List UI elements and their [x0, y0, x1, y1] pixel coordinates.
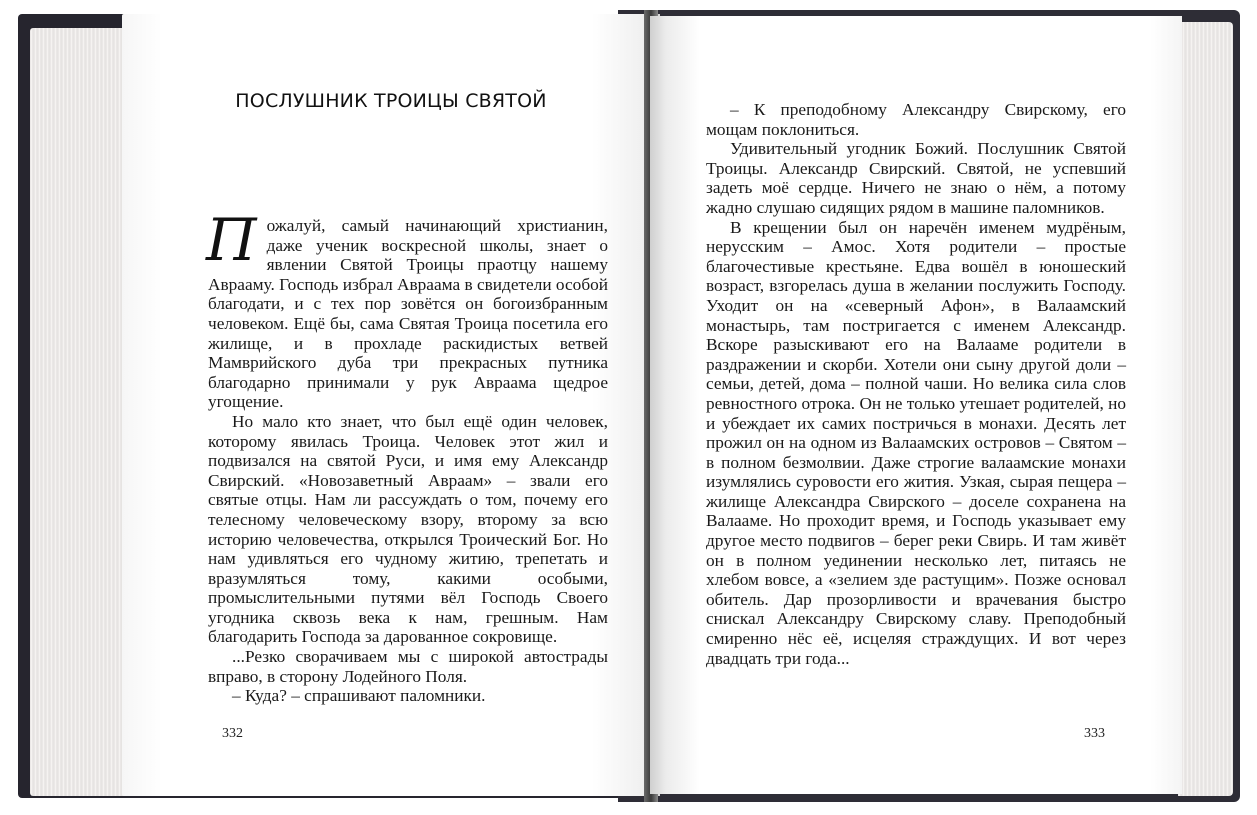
paragraph: – К преподобному Александру Свирскому, его мощам поклониться.	[706, 100, 1126, 139]
open-book	[18, 10, 1240, 802]
page-number-right: 333	[1084, 726, 1105, 741]
page-edges-right	[1178, 22, 1233, 796]
paragraph: – Куда? – спрашивают паломники.	[232, 686, 486, 706]
left-page-body	[206, 206, 608, 706]
right-page	[650, 16, 1182, 794]
right-page-body	[706, 100, 1126, 668]
left-page	[122, 14, 660, 796]
paragraph: Пожалуй, самый начинающий христианин, даже ученик воскресной школы, знает о явлении Святой Троицы праотцу нашему Аврааму. Господь избрал Авраама в свидетели особой благодати, и с тех пор зовётся он богоизбранным человеком. Ещё бы, сама Святая Троица посетила его жилище, и в прохладе раскидистых ветвей Мамврийского дуба три прекрасных путника благодарно принимали у рук Авраама щедрое угощение.	[206, 206, 608, 412]
paragraph: В крещении был он наречён именем мудрёным, нерусским – Амос. Хотя родители – простые благочестивые крестьяне. Едва вошёл в юношеский возраст, взгорелась душа в желании послужить Господу. Уходит он на «северный Афон», в Валаамский монастырь, там постригается с именем Александр. Вскоре разыскивают его на Валааме родители в раздражении и скорби. Хотели они сыну другой доли – семьи, детей, дома – полной чаши. Но велика сила слов ревностного отрока. Он не только утешает родителей, но и убеждает их самих постричься в монахи. Десять лет прожил он на одном из Валаамских островов – Святом – в полном безмолвии. Даже строгие валаамские монахи изумлялись суровости его жития. Узкая, сырая пещера – жилище Александра Свирского – доселе сохранена на Валааме. Но проходит время, и Господь указывает ему другое место подвигов – берег реки Свирь. И там живёт он в полном уединении несколько лет, питаясь не хлебом вовсе, а «зелием зде растущим». Позже основал обитель. Дар прозорливости и врачевания быстро снискал Александру Свирскому славу. Преподобный смиренно нёс её, исцеляя страждущих. И вот через двадцать три года...	[706, 217, 1126, 668]
paragraph: ...Резко сворачиваем мы с широкой автострады вправо, в сторону Лодейного Поля.	[208, 647, 608, 686]
drop-cap: П	[206, 206, 257, 274]
chapter-title: ПОСЛУШНИК ТРОИЦЫ СВЯТОЙ	[235, 90, 547, 112]
paragraph: Удивительный угодник Божий. Послушник Святой Троицы. Александр Свирский. Святой, не успевший задеть моё сердце. Ничего не знаю о нём, а потому жадно слушаю сидящих рядом в машине паломников.	[706, 139, 1126, 217]
paragraph: Но мало кто знает, что был ещё один человек, которому явилась Троица. Человек этот жил и подвизался на святой Руси, и имя ему Александр Свирский. «Новозаветный Авраам» – звали его святые отцы. Нам ли рассуждать о том, почему его телесному человеческому взору, второму за всю историю человечества, открылся Троический Бог. Но нам удивляться его чудному житию, трепетать и вразумляться тому, какими особыми, промыслительными путями вёл Господь Своего угодника сквозь века к нам, грешным. Нам благодарить Господа за дарованное сокровище.	[208, 411, 608, 647]
page-number-left: 332	[222, 726, 243, 741]
